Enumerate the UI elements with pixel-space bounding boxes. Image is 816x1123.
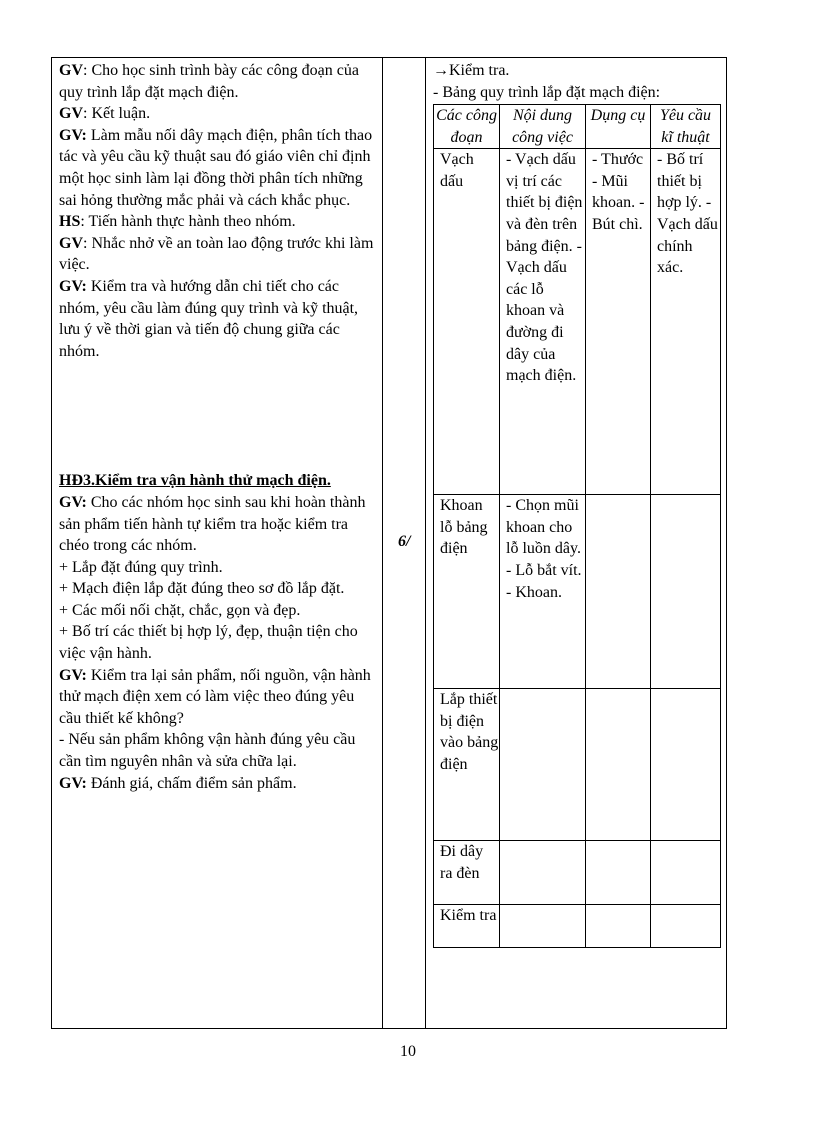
paragraph: GV: Kiểm tra lại sản phẩm, nối nguồn, vận hành thử mạch điện xem có làm việc theo đúng yêu cầu thiết kế không? xyxy=(59,666,371,727)
table-cell: Lắp thiết bị điện vào bảng điện xyxy=(434,689,500,841)
paragraph: - Nếu sản phẩm không vận hành đúng yêu cầu cần tìm nguyên nhân và sửa chữa lại. xyxy=(59,731,356,771)
paragraph: GV: Nhắc nhở về an toàn lao động trước khi làm việc. xyxy=(59,234,374,274)
column-divider xyxy=(425,58,426,1028)
table-cell xyxy=(500,689,586,841)
table-cell: - Chọn mũi khoan cho lỗ luồn dây. - Lỗ bắt vít. - Khoan. xyxy=(500,495,586,689)
header-cell: Nội dung công việc xyxy=(500,105,586,149)
table-cell: Vạch dấu xyxy=(434,149,500,495)
content-line: - Bảng quy trình lắp đặt mạch điện: xyxy=(433,83,661,101)
table-row xyxy=(434,495,721,689)
table-row xyxy=(434,841,721,905)
paragraph: GV: Cho các nhóm học sinh sau khi hoàn thành sản phẩm tiến hành tự kiểm tra hoặc kiểm tra chéo trong các nhóm. xyxy=(59,493,366,555)
lesson-table xyxy=(51,57,727,1029)
teacher-activities xyxy=(59,60,377,794)
section-heading-hd3: HĐ3.Kiểm tra vận hành thử mạch điện. xyxy=(59,472,331,490)
table-cell xyxy=(651,495,721,689)
table-cell xyxy=(651,689,721,841)
table-row xyxy=(434,905,721,948)
table-cell: - Vạch dấu vị trí các thiết bị điện và đèn trên bảng điện. - Vạch dấu các lỗ khoan và đường đi dây của mạch điện. xyxy=(500,149,586,495)
paragraph: + Mạch điện lắp đặt đúng theo sơ đồ lắp đặt. xyxy=(59,580,345,598)
table-row xyxy=(434,689,721,841)
installation-procedure-table xyxy=(433,104,721,948)
table-cell xyxy=(586,841,651,905)
paragraph: + Lắp đặt đúng quy trình. xyxy=(59,558,223,576)
table-header-row xyxy=(434,105,721,149)
table-cell xyxy=(651,905,721,948)
paragraph: GV: Làm mẫu nối dây mạch điện, phân tích thao tác và yêu cầu kỹ thuật sau đó giáo viên chỉ định một học sinh làm lại đồng thời phân tích những sai hỏng thường mắc phải và cách khắc phục. xyxy=(59,126,373,209)
paragraph: GV: Kết luận. xyxy=(59,105,151,123)
table-cell: Khoan lỗ bảng điện xyxy=(434,495,500,689)
table-cell xyxy=(651,841,721,905)
paragraph: + Bố trí các thiết bị hợp lý, đẹp, thuận tiện cho việc vận hành. xyxy=(59,623,358,663)
header-cell: Dụng cụ xyxy=(586,105,651,149)
table-cell: - Bố trí thiết bị hợp lý. - Vạch dấu chính xác. xyxy=(651,149,721,495)
paragraph: GV: Kiểm tra và hướng dẫn chi tiết cho các nhóm, yêu cầu làm đúng quy trình và kỹ thuật, lưu ý về thời gian và tiến độ chung giữa các nhóm. xyxy=(59,277,359,360)
table-cell xyxy=(500,905,586,948)
table-cell xyxy=(586,495,651,689)
content-column xyxy=(433,60,725,103)
time-duration: 6/ xyxy=(398,533,411,550)
column-divider xyxy=(382,58,383,1028)
table-cell xyxy=(586,689,651,841)
paragraph: GV: Cho học sinh trình bày các công đoạn của quy trình lắp đặt mạch điện. xyxy=(59,62,359,101)
paragraph: + Các mối nối chặt, chắc, gọn và đẹp. xyxy=(59,601,301,619)
paragraph: GV: Đánh giá, chấm điểm sản phẩm. xyxy=(59,774,297,792)
paragraph: HS: Tiến hành thực hành theo nhóm. xyxy=(59,213,296,231)
content-line: →Kiểm tra. xyxy=(433,62,510,79)
header-cell: Yêu cầu kĩ thuật xyxy=(651,105,721,149)
page-number: 10 xyxy=(400,1043,416,1060)
table-cell: - Thước - Mũi khoan. - Bút chì. xyxy=(586,149,651,495)
table-cell xyxy=(586,905,651,948)
table-row xyxy=(434,149,721,495)
header-cell: Các công đoạn xyxy=(434,105,500,149)
table-cell: Kiểm tra xyxy=(434,905,500,948)
table-cell: Đi dây ra đèn xyxy=(434,841,500,905)
table-cell xyxy=(500,841,586,905)
